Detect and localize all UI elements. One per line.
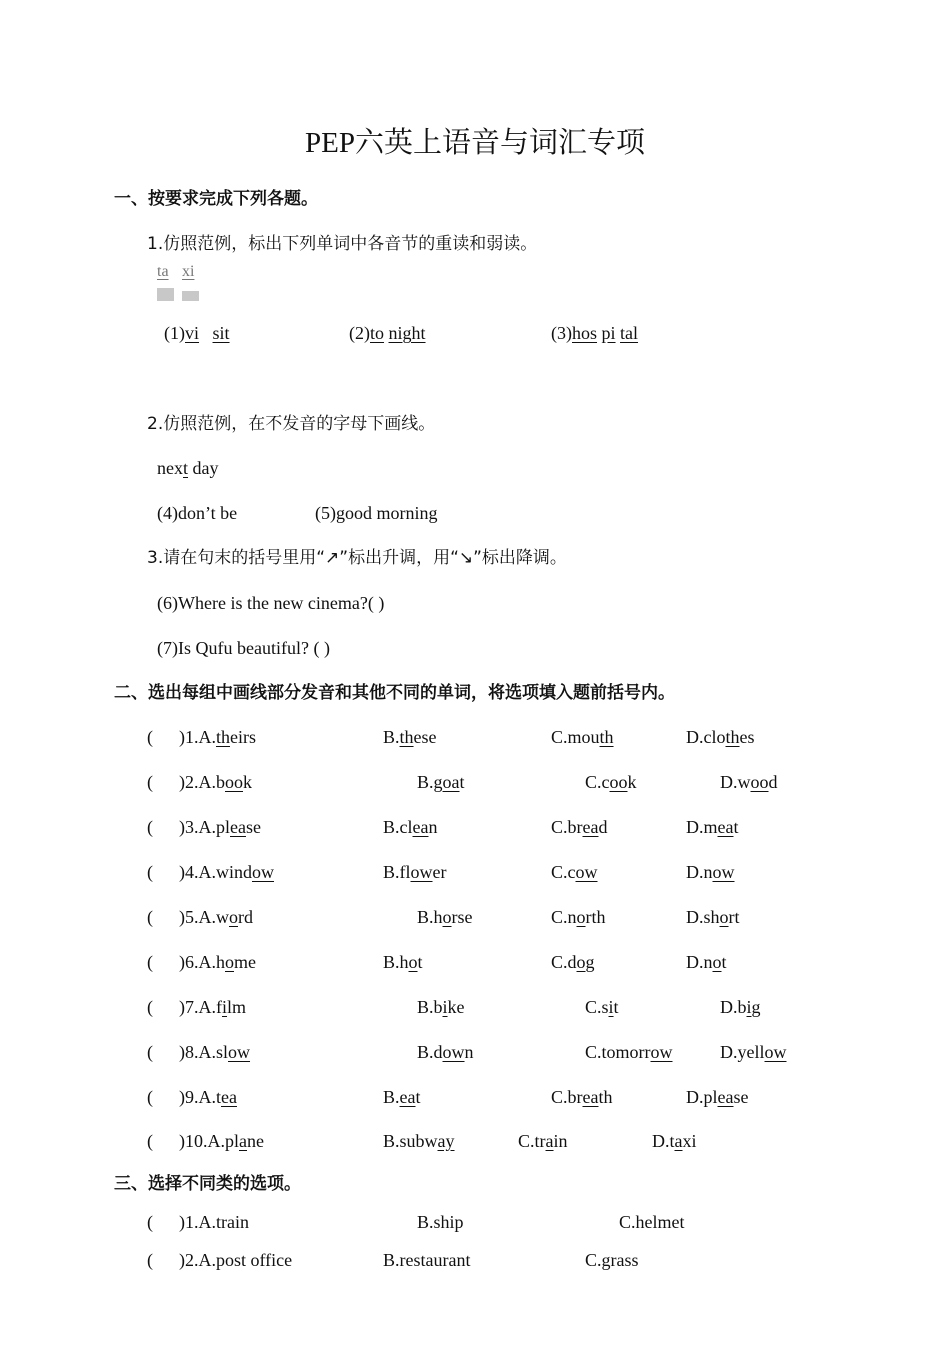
phonics-option: B.these bbox=[383, 727, 437, 747]
answer-bracket: ( bbox=[147, 1042, 153, 1062]
phonics-option: )8.A.slow bbox=[179, 1042, 251, 1062]
q1-item-2: (2)to night bbox=[349, 323, 426, 343]
stress-mark-strong bbox=[157, 288, 174, 301]
section-heading-3: 三、选择不同类的选项。 bbox=[114, 1174, 301, 1194]
category-option: B.ship bbox=[417, 1212, 464, 1232]
phonics-option: B.goat bbox=[417, 772, 465, 792]
phonics-option: C.mouth bbox=[551, 727, 614, 747]
phonics-option: D.taxi bbox=[652, 1131, 697, 1151]
phonics-option: B.hot bbox=[383, 952, 423, 972]
answer-bracket: ( bbox=[147, 1212, 153, 1232]
phonics-option: )4.A.window bbox=[179, 862, 274, 882]
phonics-option: D.clothes bbox=[686, 727, 755, 747]
phonics-option: C.breath bbox=[551, 1087, 613, 1107]
answer-bracket: ( bbox=[147, 1131, 153, 1151]
q1-item-1: (1)vi sit bbox=[164, 323, 230, 343]
phonics-option: )10.A.plane bbox=[179, 1131, 264, 1151]
q1-item-3: (3)hos pi tal bbox=[551, 323, 639, 343]
phonics-option: C.cow bbox=[551, 862, 598, 882]
answer-bracket: ( bbox=[147, 1250, 153, 1270]
phonics-option: D.wood bbox=[720, 772, 778, 792]
q3-instruction: 3.请在句末的括号里用“↗”标出升调，用“↘”标出降调。 bbox=[147, 548, 567, 568]
phonics-option: D.short bbox=[686, 907, 740, 927]
answer-bracket: ( bbox=[147, 862, 153, 882]
phonics-option: D.now bbox=[686, 862, 735, 882]
phonics-option: )1.A.theirs bbox=[179, 727, 257, 747]
q1-instruction: 1.仿照范例，标出下列单词中各音节的重读和弱读。 bbox=[147, 234, 538, 254]
category-option: B.restaurant bbox=[383, 1250, 471, 1270]
phonics-option: B.subway bbox=[383, 1131, 455, 1151]
phonics-option: )6.A.home bbox=[179, 952, 256, 972]
phonics-option: )5.A.word bbox=[179, 907, 253, 927]
phonics-option: C.north bbox=[551, 907, 606, 927]
answer-bracket: ( bbox=[147, 907, 153, 927]
q3-item-7: (7)Is Qufu beautiful? ( ) bbox=[157, 638, 330, 658]
phonics-option: )9.A.tea bbox=[179, 1087, 237, 1107]
phonics-option: D.big bbox=[720, 997, 761, 1017]
category-option: C.helmet bbox=[619, 1212, 685, 1232]
category-option: )1.A.train bbox=[179, 1212, 249, 1232]
phonics-option: D.please bbox=[686, 1087, 749, 1107]
q2-example: next day bbox=[157, 458, 219, 478]
q2-item-5: (5)good morning bbox=[315, 503, 438, 523]
phonics-option: )3.A.please bbox=[179, 817, 261, 837]
answer-bracket: ( bbox=[147, 952, 153, 972]
phonics-option: D.yellow bbox=[720, 1042, 787, 1062]
phonics-option: C.cook bbox=[585, 772, 637, 792]
phonics-option: C.bread bbox=[551, 817, 608, 837]
phonics-option: )2.A.book bbox=[179, 772, 252, 792]
phonics-option: B.horse bbox=[417, 907, 473, 927]
answer-bracket: ( bbox=[147, 997, 153, 1017]
section-heading-1: 一、按要求完成下列各题。 bbox=[114, 189, 318, 209]
category-option: )2.A.post office bbox=[179, 1250, 293, 1270]
category-option: C.grass bbox=[585, 1250, 639, 1270]
section-heading-2: 二、选出每组中画线部分发音和其他不同的单词，将选项填入题前括号内。 bbox=[114, 683, 675, 703]
example-syllable: ta bbox=[157, 263, 169, 280]
phonics-option: C.train bbox=[518, 1131, 568, 1151]
phonics-option: B.clean bbox=[383, 817, 438, 837]
stress-mark-weak bbox=[182, 291, 199, 301]
example-syllable: xi bbox=[182, 263, 195, 280]
answer-bracket: ( bbox=[147, 772, 153, 792]
phonics-option: C.sit bbox=[585, 997, 619, 1017]
answer-bracket: ( bbox=[147, 727, 153, 747]
phonics-option: )7.A.film bbox=[179, 997, 247, 1017]
answer-bracket: ( bbox=[147, 817, 153, 837]
phonics-option: D.meat bbox=[686, 817, 739, 837]
q3-item-6: (6)Where is the new cinema?( ) bbox=[157, 593, 385, 613]
phonics-option: B.flower bbox=[383, 862, 447, 882]
page-title: PEP六英上语音与词汇专项 bbox=[305, 127, 645, 159]
phonics-option: B.bike bbox=[417, 997, 465, 1017]
phonics-option: C.dog bbox=[551, 952, 595, 972]
q2-item-4: (4)don’t be bbox=[157, 503, 238, 523]
q2-instruction: 2.仿照范例，在不发音的字母下画线。 bbox=[147, 414, 436, 434]
phonics-option: C.tomorrow bbox=[585, 1042, 673, 1062]
phonics-option: B.eat bbox=[383, 1087, 421, 1107]
phonics-option: B.down bbox=[417, 1042, 474, 1062]
answer-bracket: ( bbox=[147, 1087, 153, 1107]
phonics-option: D.not bbox=[686, 952, 727, 972]
